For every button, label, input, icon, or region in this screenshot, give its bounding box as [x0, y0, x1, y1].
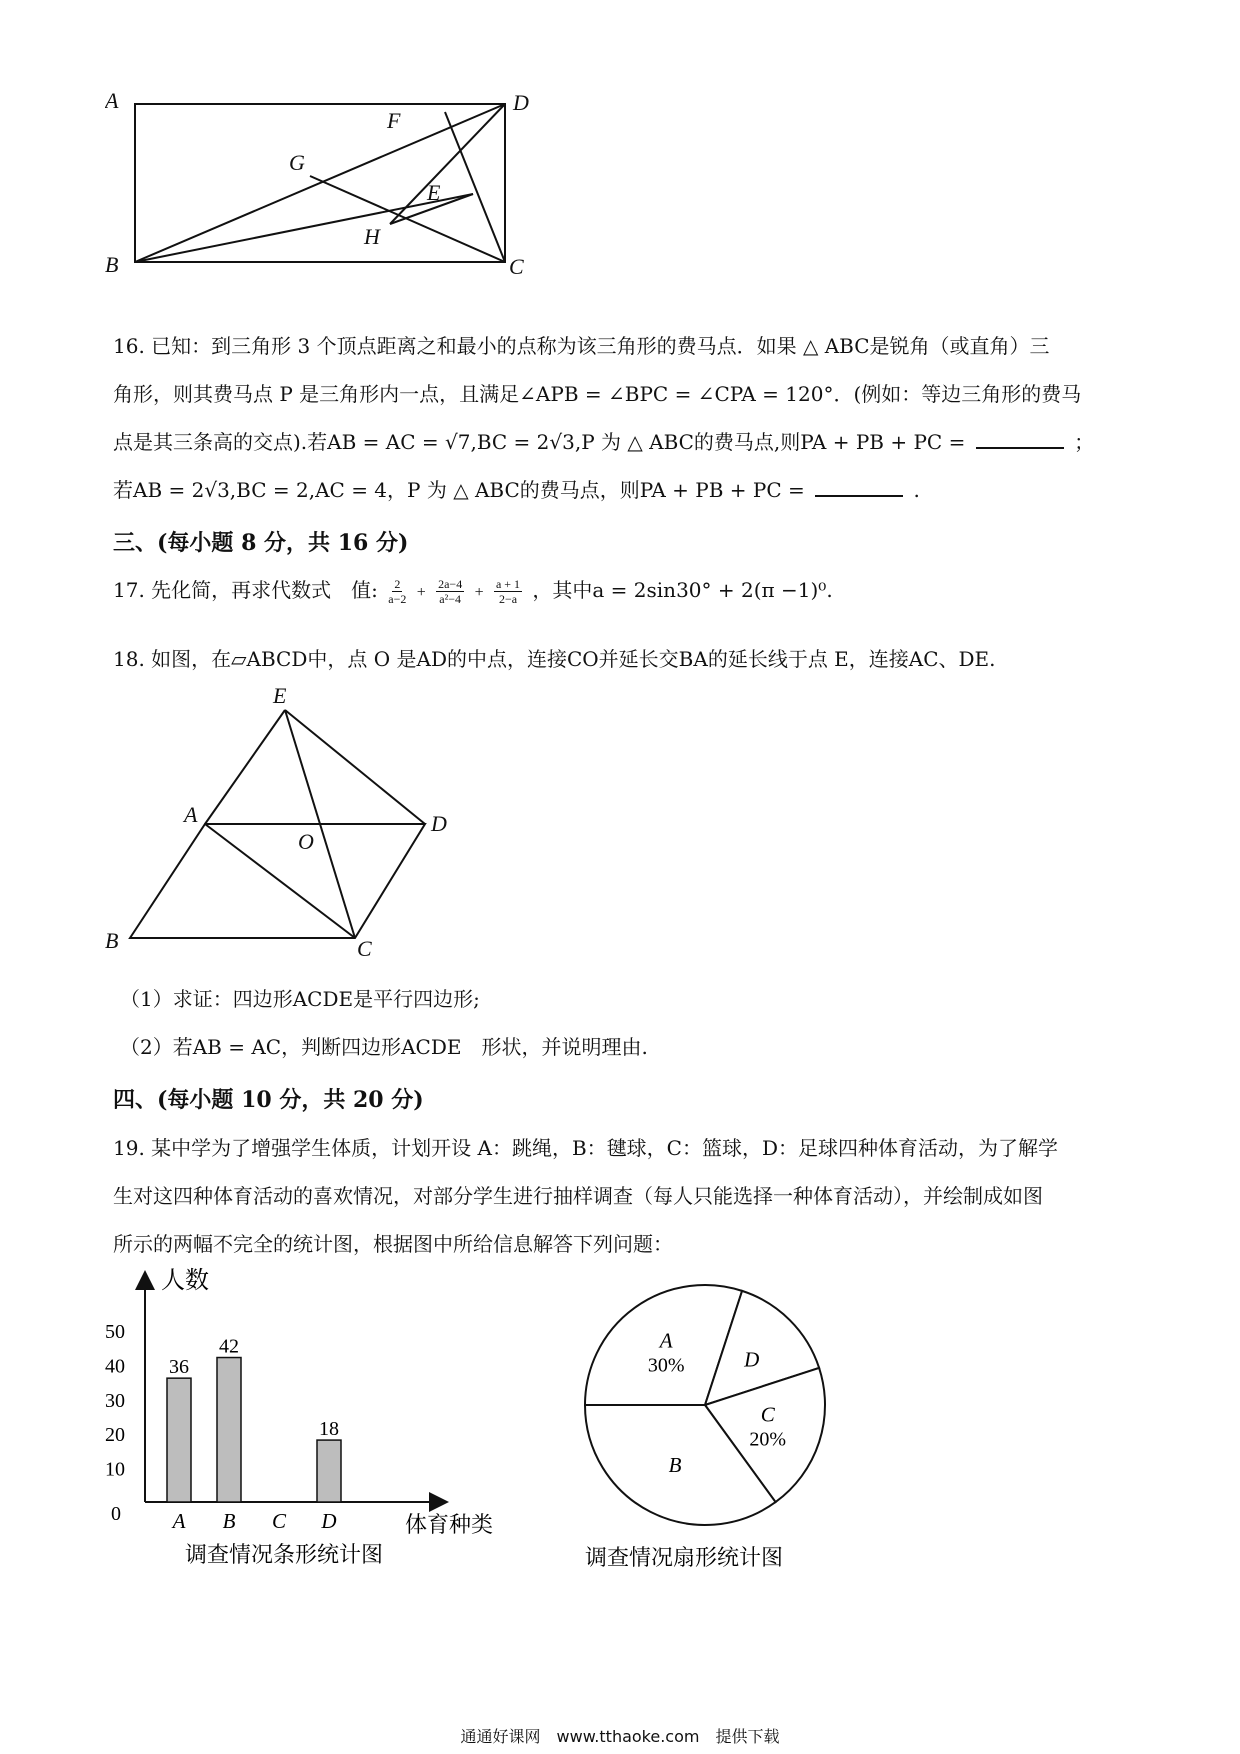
bar	[167, 1378, 191, 1502]
pie-slice-label: A	[659, 1328, 673, 1353]
q16-line3-end: ；	[1074, 430, 1095, 454]
label-e: E	[427, 180, 441, 205]
fraction-3	[494, 577, 522, 606]
pie-chart	[565, 1265, 845, 1575]
q16-line4	[113, 476, 920, 504]
y-tick-label: 20	[105, 1424, 125, 1447]
section-3-title: 三、(每小题 8 分，共 16 分)	[113, 530, 409, 556]
fraction-1	[388, 577, 406, 606]
pie-chart-title: 调查情况扇形统计图	[585, 1545, 784, 1570]
bar-value-label: 36	[169, 1356, 189, 1379]
label-f: F	[387, 108, 401, 133]
section-4-title: 四、(每小题 10 分，共 20 分)	[113, 1087, 424, 1113]
q17-prefix: 17. 先化简，再求代数式 值:	[113, 578, 378, 602]
y-tick-label: 10	[105, 1458, 125, 1481]
answer-blank-1[interactable]	[976, 429, 1064, 449]
y-tick-label: 40	[105, 1355, 125, 1378]
bar-value-label: 42	[219, 1335, 239, 1358]
q18-part2: （2）若AB = AC，判断四边形ACDE 形状，并说明理由.	[120, 1035, 648, 1059]
label-a: A	[184, 802, 198, 827]
x-category-label: A	[172, 1509, 186, 1533]
x-category-label: B	[222, 1509, 236, 1533]
q17-suffix: ，其中a = 2sin30° + 2(π −1)⁰.	[532, 578, 833, 602]
bar-value-label: 18	[319, 1418, 339, 1441]
label-g: G	[289, 150, 305, 175]
label-h: H	[364, 224, 380, 249]
q16-line4-end: .	[913, 478, 920, 502]
fraction-1-denominator: a−2	[388, 592, 407, 606]
y-tick-label: 50	[105, 1321, 125, 1343]
q16-line1: 16. 已知：到三角形 3 个顶点距离之和最小的点称为该三角形的费马点．如果 △ ABC是锐角（或直角）三	[113, 334, 1050, 358]
label-e: E	[273, 685, 287, 708]
fraction-1-numerator: 2	[394, 577, 401, 591]
pie-slice-percent: 20%	[749, 1428, 787, 1451]
x-category-label: C	[271, 1509, 287, 1533]
pie-slice-label: D	[744, 1347, 760, 1372]
label-a: A	[105, 90, 119, 113]
q18-text: 18. 如图，在▱ABCD中，点 O 是AD的中点，连接CO并延长交BA的延长线于点 E，连接AC、DE.	[113, 647, 996, 671]
fraction-3-denominator: 2−a	[498, 592, 518, 606]
q16-line4-text: 若AB = 2√3,BC = 2,AC = 4，P 为 △ ABC的费马点，则PA + PB + PC =	[113, 478, 805, 502]
label-d: D	[431, 811, 447, 836]
q19-line1: 19. 某中学为了增强学生体质，计划开设 A：跳绳，B：毽球，C：篮球，D：足球四种体育活动，为了解学	[113, 1136, 1058, 1160]
plus-sign-1: +	[416, 584, 426, 601]
pie-slice-label: C	[760, 1402, 775, 1427]
bar-chart	[105, 1260, 535, 1570]
fraction-2-numerator: 2a−4	[438, 577, 463, 591]
y-tick-label: 0	[111, 1503, 121, 1525]
x-axis-label: 体育种类	[405, 1512, 494, 1537]
q16-line2: 角形，则其费马点 P 是三角形内一点，且满足∠APB = ∠BPC = ∠CPA = 120°．(例如：等边三角形的费马	[113, 382, 1082, 406]
fraction-2	[436, 577, 464, 606]
q16-line3	[113, 428, 1094, 456]
pie-slice-percent: 30%	[647, 1354, 685, 1377]
figure-parallelogram	[105, 685, 465, 960]
figure-rectangle-abcd	[105, 90, 535, 300]
y-axis-label: 人数	[161, 1268, 209, 1294]
label-c: C	[509, 254, 524, 279]
pie-slice-label: B	[668, 1452, 682, 1477]
x-category-label: D	[321, 1509, 337, 1533]
q19-line2: 生对这四种体育活动的喜欢情况，对部分学生进行抽样调查（每人只能选择一种体育活动），并绘制成如图	[113, 1184, 1043, 1208]
label-b: B	[105, 252, 119, 277]
label-c: C	[357, 936, 372, 960]
fraction-3-numerator: a + 1	[495, 577, 521, 591]
q17-line	[113, 576, 833, 607]
page-footer: 通通好课网 www.tthaoke.com 提供下载	[460, 1727, 780, 1746]
label-d: D	[513, 90, 529, 115]
bar	[317, 1440, 341, 1502]
label-o: O	[298, 829, 314, 854]
answer-blank-2[interactable]	[815, 477, 903, 497]
label-b: B	[105, 928, 119, 953]
bar-chart-title: 调查情况条形统计图	[185, 1542, 384, 1567]
bar	[217, 1358, 241, 1502]
fraction-2-denominator: a²−4	[439, 592, 461, 606]
q16-line3-text: 点是其三条高的交点).若AB = AC = √7,BC = 2√3,P 为 △ ABC的费马点,则PA + PB + PC =	[113, 430, 966, 454]
q19-line3: 所示的两幅不完全的统计图，根据图中所给信息解答下列问题：	[113, 1232, 673, 1256]
q18-part1: （1）求证：四边形ACDE是平行四边形;	[120, 987, 480, 1011]
plus-sign-2: +	[474, 584, 484, 601]
y-tick-label: 30	[105, 1389, 125, 1412]
